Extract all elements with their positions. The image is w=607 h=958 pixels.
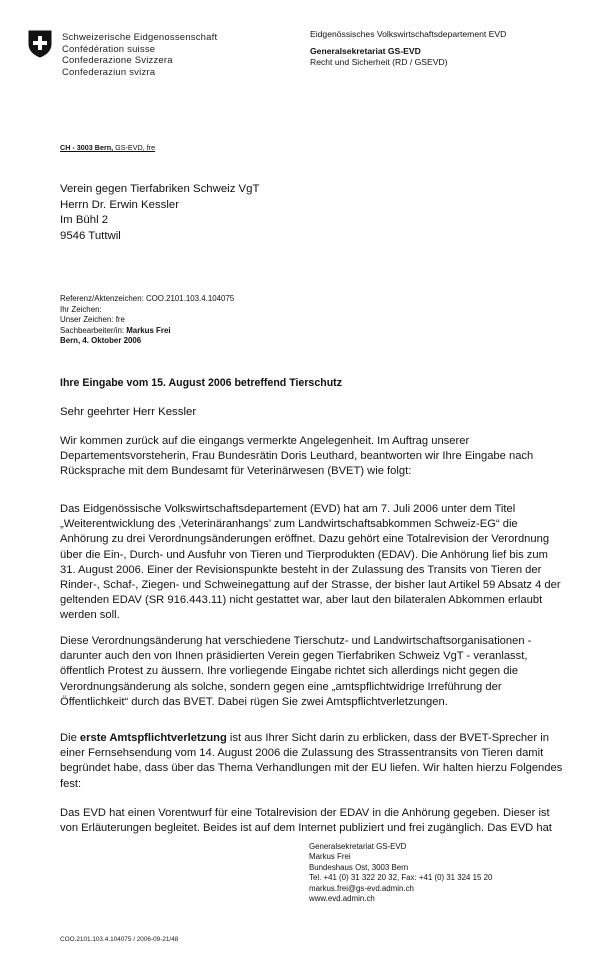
sender-postal: CH - 3003 Bern, (60, 143, 114, 152)
contact-block (309, 842, 492, 904)
text-line: Das EVD hat einen Vorentwurf für eine Totalrevision der EDAV in die Anhörung gegeben. Dieser ist (60, 807, 550, 819)
address-line: Herrn Dr. Erwin Kessler (60, 198, 179, 211)
text-line: Departementsvorsteherin, Frau Bundesrätin Doris Leuthard, beantworten wir Ihre Eingabe nach (60, 450, 534, 463)
recipient-address (60, 182, 259, 244)
text-line: begründet habe, dass über das Thema Verhandlungen mit der EU liefen. Wir halten hierzu Folgendes (60, 762, 563, 775)
sender-office: GS-EVD, fre (113, 143, 156, 152)
confederation-names (62, 32, 217, 78)
confederation-rm: Confederaziun svizra (62, 66, 156, 78)
address-line: 9546 Tuttwil (60, 229, 121, 242)
department-block (310, 29, 506, 68)
salutation: Sehr geehrter Herr Kessler (60, 406, 197, 418)
document-id: COO.2101.103.4.104075 / 2006-09-21/48 (60, 936, 179, 943)
text-line: Rinder-, Schaf-, Ziegen- und Schweinegattung auf der Strasse, der bisher laut Artikel 59 Absatz 4 der (60, 579, 561, 592)
text-line (60, 731, 580, 746)
text-line: Diese Verordnungsänderung hat verschiedene Tierschutz- und Landwirtschaftsorganisationen - (60, 635, 532, 647)
text-line: Rücksprache mit dem Bundesamt für Veterinärwesen (BVET) wie folgt: (60, 465, 412, 478)
your-sign: Ihr Zeichen: (60, 304, 102, 314)
clerk-line (60, 326, 234, 337)
text-line: Öffentlichkeit“ durch das BVET. Dabei rügen Sie zwei Amtspflichtverletzungen. (60, 695, 448, 708)
clerk-name: Markus Frei (126, 325, 171, 335)
text-line: Wir kommen zurück auf die eingangs vermerkte Angelegenheit. Im Auftrag unserer (60, 435, 470, 447)
letter-subject: Ihre Eingabe vom 15. August 2006 betreffend Tierschutz (60, 377, 342, 389)
contact-office: Generalsekretariat GS-EVD (309, 842, 407, 851)
text-line: 31. August 2006. Einer der Revisionspunkte besteht in der Zulassung des Transits von Tieren der (60, 563, 542, 576)
text-line: Das Eidgenössische Volkswirtschaftsdepartement (EVD) hat am 7. Juli 2006 unter dem Titel (60, 503, 516, 515)
confederation-fr: Confédération suisse (62, 43, 156, 55)
unit-name: Recht und Sicherheit (RD / GSEVD) (310, 57, 448, 67)
contact-email: markus.frei@gs-evd.admin.ch (309, 883, 414, 893)
secretariat-name: Generalsekretariat GS-EVD (310, 46, 421, 56)
paragraph-2 (60, 502, 580, 624)
text-line: über die Ein-, Durch- und Ausfuhr von Tieren und Tierprodukten (EDAV). Die Anhörung lief bis zum (60, 548, 548, 561)
emphasis-first-violation: erste Amtspflichtverletzung (79, 732, 227, 744)
reference-block (60, 294, 234, 347)
paragraph-5 (60, 806, 580, 836)
text-line: darunter auch den von Ihnen präsidierten Verein gegen Tierfabriken Schweiz VgT - veranlasst, (60, 650, 528, 663)
address-line: Verein gegen Tierfabriken Schweiz VgT (60, 183, 260, 195)
text-run: Die (60, 732, 80, 744)
contact-website: www.evd.admin.ch (309, 894, 375, 904)
confederation-de: Schweizerische Eidgenossenschaft (62, 32, 218, 43)
text-line: Verordnungsänderung als solche, sondern gegen eine „amtspflichtwidrige Irreführung der (60, 680, 502, 693)
address-line: Im Bühl 2 (60, 214, 109, 227)
text-line: Anhörung zu drei Verordnungsänderungen eröffnet. Dazu gehört eine Totalrevision der Verordnung (60, 533, 550, 546)
text-line: fest: (60, 777, 82, 790)
text-run: ist aus Ihrer Sicht darin zu erblicken, dass der BVET-Sprecher in (226, 732, 549, 744)
place-date: Bern, 4. Oktober 2006 (60, 336, 142, 346)
swiss-coat-of-arms-icon (28, 30, 52, 58)
text-line: „Weiterentwicklung des ‚Veterinäranhangs’ zum Landwirtschaftsabkommen Schweiz-EG“ die (60, 518, 518, 531)
contact-person: Markus Frei (309, 852, 351, 862)
contact-phone: Tel. +41 (0) 31 322 20 32, Fax: +41 (0) 31 324 15 20 (309, 873, 493, 883)
reference-number: Referenz/Aktenzeichen: COO.2101.103.4.104075 (60, 294, 235, 303)
paragraph-1 (60, 434, 580, 480)
paragraph-3 (60, 634, 580, 710)
confederation-it: Confederazione Svizzera (62, 55, 173, 66)
text-line: einer Fernsehsendung vom 14. August 2006 die Zulassung des Strassentransits von Tieren damit (60, 747, 544, 760)
clerk-label: Sachbearbeiter/in: (60, 325, 127, 335)
contact-address: Bundeshaus Ost, 3003 Bern (309, 862, 409, 872)
our-sign: Unser Zeichen: fre (60, 315, 125, 325)
text-line: geltenden EDAV (SR 916.443.11) nicht gestattet war, aber laut den bilateralen Abkommen erlaubt (60, 594, 543, 607)
text-line: von Erläuterungen begleitet. Beides ist auf dem Internet publiziert und frei zugänglich. Das EVD hat (60, 822, 552, 835)
department-name: Eidgenössisches Volkswirtschaftsdepartement EVD (310, 29, 507, 39)
sender-line (60, 143, 155, 152)
paragraph-4 (60, 731, 580, 792)
text-line: werden soll. (60, 609, 120, 622)
text-line: öffentlich Protest zu äussern. Ihre vorliegende Eingabe richtet sich allerdings nicht gegen die (60, 665, 519, 678)
